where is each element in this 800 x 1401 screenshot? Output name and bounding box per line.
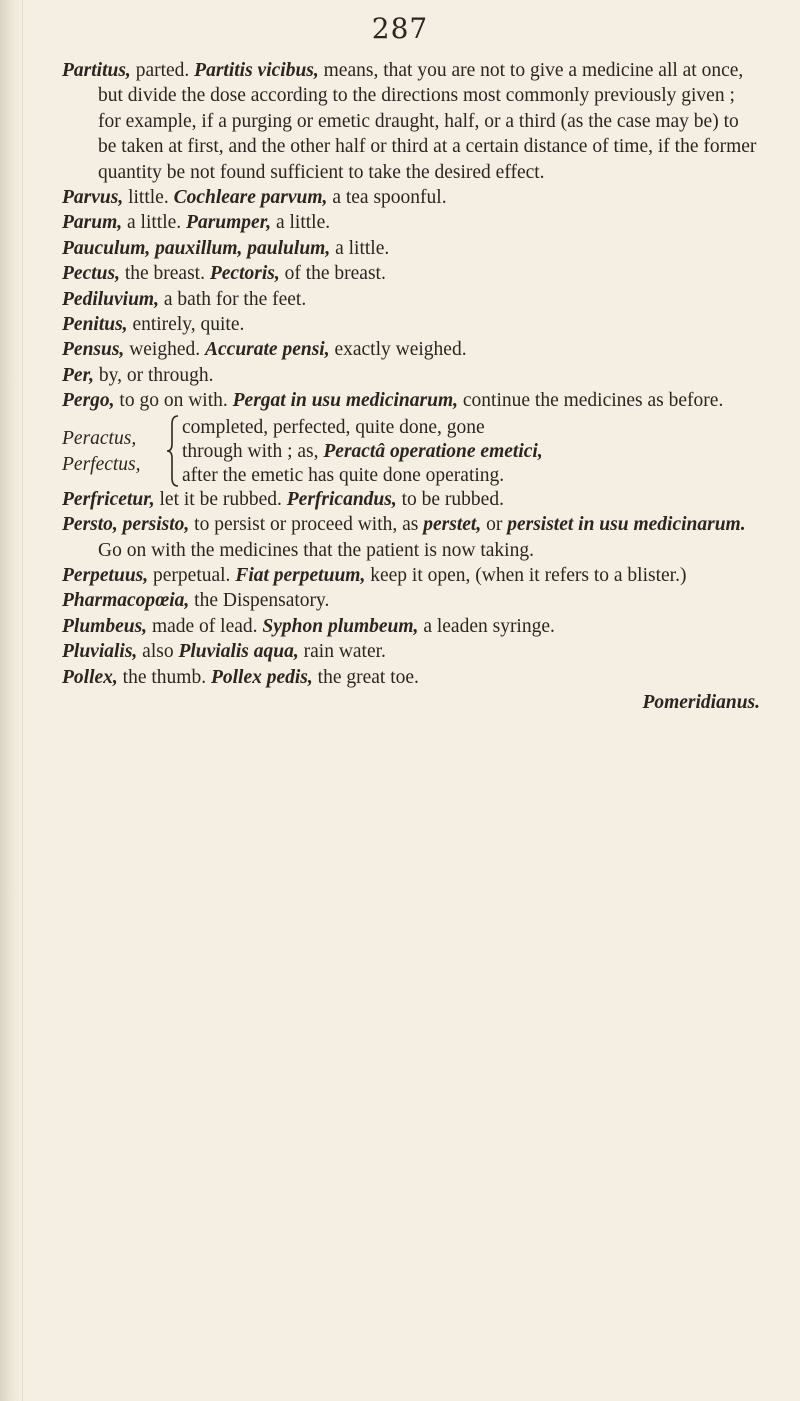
definition: entirely, quite. <box>127 314 245 336</box>
definition: also <box>137 641 179 663</box>
definition-rest: continue the medicines as before. <box>458 390 724 412</box>
definition: by, or through. <box>93 364 214 386</box>
headword: Pectus, <box>62 263 120 285</box>
definition: a little. <box>122 212 187 234</box>
entry-pollex <box>62 665 762 690</box>
entry-pediluvium <box>62 287 762 312</box>
definition-rest: exactly weighed. <box>329 339 467 361</box>
definition-rest: means, that you are not to give a medicine all at once, but divide the dose according to the directions most commonly previously given ; for example, if a purging or emetic draught, half, or a third (as the case may be) to be taken at first, and the other half or third at a certain distance of time, if the former quantity be not found sufficient to take the desired effect. <box>98 60 757 183</box>
definition-rest: a tea spoonful. <box>327 187 447 209</box>
headword: Pensus, <box>62 339 125 361</box>
definition-rest: the great toe. <box>312 666 419 688</box>
definition-rest: to be rubbed. <box>396 488 504 510</box>
entry-pectus <box>62 261 762 286</box>
headword: Pharmacopœia, <box>62 590 190 612</box>
example-phrase: Perfricandus, <box>286 488 397 510</box>
entry-perfricetur <box>62 487 762 512</box>
definition: parted. <box>130 60 195 81</box>
example-phrase: Parumper, <box>186 212 272 234</box>
definition: the Dispensatory. <box>189 590 330 612</box>
example-phrase: Partitis vicibus, <box>194 60 319 81</box>
headword-perfectus: Perfectus, <box>62 453 141 475</box>
definition-rest: a little. <box>271 212 331 234</box>
headword-peractus: Peractus, <box>62 427 137 449</box>
example-phrase: perstet, <box>423 514 482 536</box>
entry-peractus-perfectus <box>62 416 762 486</box>
definition: the breast. <box>119 263 210 285</box>
headword: Partitus, <box>62 60 131 81</box>
headword: Pollex, <box>62 666 118 688</box>
headword: Pergo, <box>62 390 115 412</box>
definition: the thumb. <box>117 666 211 688</box>
definition-rest: or <box>481 514 508 536</box>
catchword: Pomeridianus. <box>642 691 760 713</box>
example-phrase: Pergat in usu medicinarum, <box>232 390 458 412</box>
bracket-line-3: after the emetic has quite done operating. <box>182 464 505 486</box>
entry-parum <box>62 210 762 235</box>
definition: weighed. <box>124 339 205 361</box>
headword: Pediluvium, <box>62 288 159 310</box>
page-spine-shadow <box>0 0 23 1401</box>
bracket-definition <box>182 416 762 488</box>
definition-rest: of the breast. <box>279 263 386 285</box>
page-number: 287 <box>371 12 429 45</box>
entry-per <box>62 363 762 388</box>
entry-partitus <box>62 58 762 185</box>
example-phrase: Pluvialis aqua, <box>178 641 299 663</box>
entry-pauculum <box>62 236 762 261</box>
dictionary-content <box>62 58 762 715</box>
definition: a bath for the feet. <box>158 288 307 310</box>
example-phrase: Peractâ operatione emetici, <box>323 440 543 462</box>
bracket-line-2-text: through with ; as, <box>182 440 324 462</box>
example-phrase: Accurate pensi, <box>205 339 330 361</box>
headword: Perpetuus, <box>62 564 149 586</box>
definition: little. <box>123 187 174 209</box>
bracket-line-2 <box>182 440 762 464</box>
headword: Plumbeus, <box>62 615 148 637</box>
definition-rest: rain water. <box>298 641 386 663</box>
example-phrase-2: persistet in usu medicinarum. <box>507 514 746 536</box>
definition-rest-2: Go on with the medicines that the patient is now taking. <box>98 539 534 561</box>
definition-rest: keep it open, (when it refers to a blister.) <box>365 564 687 586</box>
entry-plumbeus <box>62 614 762 639</box>
bracket-headwords <box>62 426 166 478</box>
example-phrase: Pollex pedis, <box>210 666 313 688</box>
definition: a little. <box>330 237 390 259</box>
headword: Penitus, <box>62 314 128 336</box>
entry-penitus <box>62 312 762 337</box>
entry-perpetuus <box>62 563 762 588</box>
entry-persto <box>62 512 762 563</box>
headword: Per, <box>62 364 94 386</box>
headword: Parum, <box>62 212 123 234</box>
example-phrase: Cochleare parvum, <box>173 187 328 209</box>
definition: perpetual. <box>148 564 236 586</box>
definition: to persist or proceed with, as <box>189 514 424 536</box>
headword: Perfricetur, <box>62 488 155 510</box>
headword: Pauculum, pauxillum, paululum, <box>62 237 331 259</box>
example-phrase: Fiat perpetuum, <box>235 564 366 586</box>
definition: made of lead. <box>147 615 263 637</box>
entry-pensus <box>62 337 762 362</box>
headword: Pluvialis, <box>62 641 138 663</box>
entry-pergo <box>62 388 762 413</box>
headword: Parvus, <box>62 187 124 209</box>
example-phrase: Pectoris, <box>209 263 280 285</box>
entry-parvus <box>62 185 762 210</box>
definition-rest: a leaden syringe. <box>418 615 555 637</box>
curly-brace-icon <box>166 414 180 488</box>
entry-pluvialis <box>62 639 762 664</box>
headword: Persto, persisto, <box>62 514 190 536</box>
definition: to go on with. <box>114 390 233 412</box>
bracket-line-1: completed, perfected, quite done, gone <box>182 416 485 438</box>
example-phrase: Syphon plumbeum, <box>262 615 419 637</box>
entry-pharmacopoeia <box>62 588 762 613</box>
definition: let it be rubbed. <box>154 488 287 510</box>
